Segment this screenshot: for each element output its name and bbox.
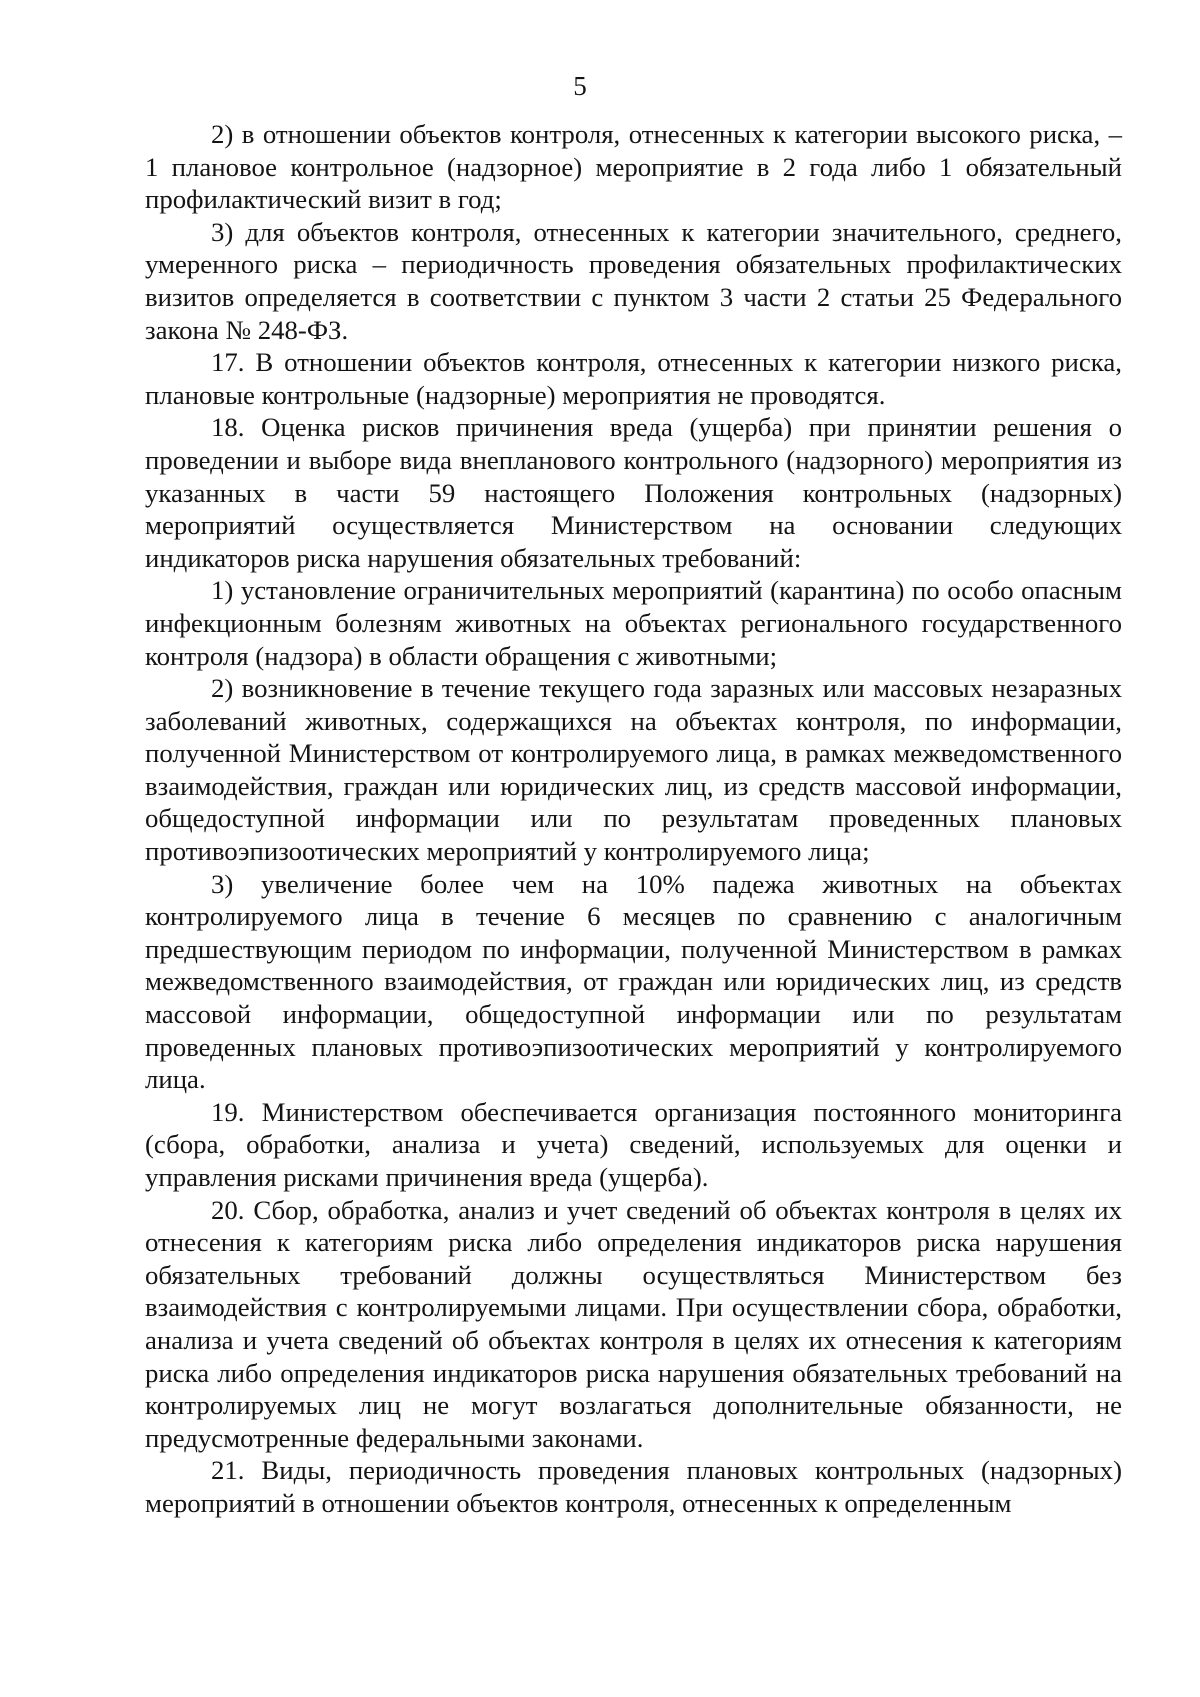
paragraph-item-3-medium-risk: 3) для объектов контроля, отнесенных к категории значительного, среднего, умеренного риска – периодичность проведения обязательных профилактических визитов определяется в соответствии с пунктом 3 части 2 статьи 25 Федерального закона № 248-ФЗ. [145, 216, 1122, 345]
document-body [145, 118, 1122, 1520]
paragraph-indicator-2: 2) возникновение в течение текущего года заразных или массовых незаразных заболеваний животных, содержащихся на объектах контроля, по информации, полученной Министерством от контролируемого лица, в рамках межведомственного взаимодействия, граждан или юридических лиц, из средств массовой информации, общедоступной информации или по результатам проведенных плановых противоэпизоотических мероприятий у контролируемого лица; [145, 673, 1122, 867]
paragraph-indicator-3: 3) увеличение более чем на 10% падежа животных на объектах контролируемого лица в течение 6 месяцев по сравнению с аналогичным предшествующим периодом по информации, полученной Министерством в рамках межведомственного взаимодействия, от граждан или юридических лиц, из средств массовой информации, общедоступной информации или по результатам проведенных плановых противоэпизоотических мероприятий у контролируемого лица. [145, 868, 1122, 1095]
paragraph-clause-17: 17. В отношении объектов контроля, отнесенных к категории низкого риска, плановые контрольные (надзорные) мероприятия не проводятся. [145, 347, 1122, 410]
paragraph-clause-21: 21. Виды, периодичность проведения плановых контрольных (надзорных) мероприятий в отношении объектов контроля, отнесенных к определенным [145, 1455, 1122, 1518]
paragraph-clause-20: 20. Сбор, обработка, анализ и учет сведений об объектах контроля в целях их отнесения к категориям риска либо определения индикаторов риска нарушения обязательных требований должны осуществляться Министерством без взаимодействия с контролируемыми лицами. При осуществлении сбора, обработки, анализа и учета сведений об объектах контроля в целях их отнесения к категориям риска либо определения индикаторов риска нарушения обязательных требований на контролируемых лиц не могут возлагаться дополнительные обязанности, не предусмотренные федеральными законами. [145, 1194, 1122, 1453]
paragraph-indicator-1: 1) установление ограничительных мероприятий (карантина) по особо опасным инфекционным болезням животных на объектах регионального государственного контроля (надзора) в области обращения с животными; [145, 575, 1122, 671]
paragraph-clause-19: 19. Министерством обеспечивается организация постоянного мониторинга (сбора, обработки, анализа и учета) сведений, используемых для оценки и управления рисками причинения вреда (ущерба). [145, 1096, 1122, 1192]
paragraph-item-2-high-risk: 2) в отношении объектов контроля, отнесенных к категории высокого риска, – 1 плановое контрольное (надзорное) мероприятие в 2 года либо 1 обязательный профилактический визит в год; [145, 119, 1122, 215]
paragraph-clause-18: 18. Оценка рисков причинения вреда (ущерба) при принятии решения о проведении и выборе вида внепланового контрольного (надзорного) мероприятия из указанных в части 59 настоящего Положения контрольных (надзорных) мероприятий осуществляется Министерством на основании следующих индикаторов риска нарушения обязательных требований: [145, 412, 1122, 573]
page-number: 5 [573, 71, 587, 101]
